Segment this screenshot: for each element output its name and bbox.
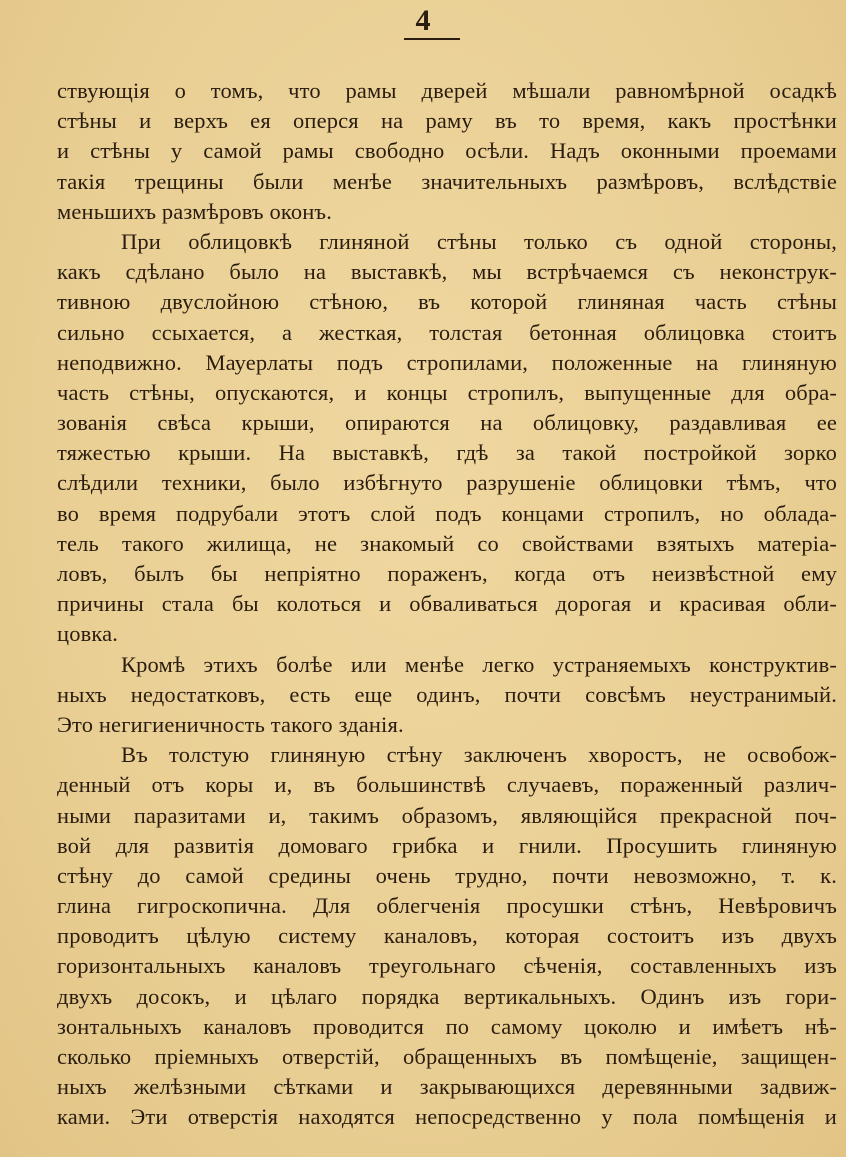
text-line: ными паразитами и, такимъ образомъ, являющійся прекрасной поч- — [57, 802, 837, 828]
text-line: зованія свѣса крыши, опираются на облицовку, раздавливая ее — [57, 410, 837, 436]
text-line: во время подрубали этотъ слой подъ концами стропилъ, но облада- — [57, 500, 837, 526]
text-line: неподвижно. Мауерлаты подъ стропилами, положенные на глиняную — [57, 349, 837, 375]
text-line: ныхъ желѣзными сѣтками и закрывающихся деревянными задвиж- — [57, 1074, 837, 1100]
body-text — [57, 76, 837, 1133]
page-number: 4 — [415, 4, 431, 37]
text-line: стѣну до самой средины очень трудно, почти невозможно, т. к. — [57, 862, 837, 888]
text-line: причины стала бы колоться и обваливаться дорогая и красивая обли- — [57, 591, 837, 617]
text-line: тель такого жилища, не знакомый со свойствами взятыхъ матеріа- — [57, 530, 837, 556]
text-line: слѣдили техники, было избѣгнуто разрушеніе облицовки тѣмъ, что — [57, 470, 837, 496]
text-line: двухъ досокъ, и цѣлаго порядка вертикальныхъ. Одинъ изъ гори- — [57, 983, 837, 1009]
text-line: цовка. — [57, 621, 119, 647]
text-line: тивною двуслойною стѣною, въ которой глиняная часть стѣны — [57, 289, 837, 315]
paragraph — [57, 227, 837, 650]
text-line: глина гигроскопична. Для облегченія просушки стѣнъ, Невѣровичъ — [57, 893, 837, 919]
text-line: ками. Эти отверстія находятся непосредственно у пола помѣщенія и — [57, 1104, 837, 1130]
text-line: сильно ссыхается, а жесткая, толстая бетонная облицовка стоитъ — [57, 319, 837, 345]
text-line: меньшихъ размѣровъ оконъ. — [57, 198, 332, 224]
text-line: Въ толстую глиняную стѣну заключенъ хворостъ, не освобож- — [121, 742, 837, 768]
text-line: такія трещины были менѣе значительныхъ размѣровъ, вслѣдствіе — [57, 168, 837, 194]
text-line: ловъ, былъ бы непріятно пораженъ, когда отъ неизвѣстной ему — [57, 561, 837, 586]
text-line: Это негигиеничность такого зданія. — [57, 711, 404, 737]
text-line: Кромѣ этихъ болѣе или менѣе легко устраняемыхъ конструктив- — [121, 651, 837, 677]
text-line: сколько пріемныхъ отверстій, обращенныхъ въ помѣщеніе, защищен- — [57, 1044, 837, 1069]
text-line: горизонтальныхъ каналовъ треугольнаго сѣченія, составленныхъ изъ — [57, 953, 837, 979]
paragraph — [57, 740, 837, 1132]
text-line: денный отъ коры и, въ большинствѣ случаевъ, пораженный различ- — [57, 772, 837, 798]
text-line: ныхъ недостатковъ, есть еще одинъ, почти совсѣмъ неустранимый. — [57, 681, 837, 707]
text-line: зонтальныхъ каналовъ проводится по самому цоколю и имѣетъ нѣ- — [57, 1013, 837, 1039]
text-line: и стѣны у самой рамы свободно осѣли. Надъ оконными проемами — [57, 138, 837, 164]
text-line: стѣны и верхъ ея оперся на раму въ то время, какъ простѣнки — [57, 108, 837, 134]
text-line: вой для развитія домоваго грибка и гнили. Просушить глиняную — [57, 832, 837, 858]
text-line: часть стѣны, опускаются, и концы стропилъ, выпущенные для обра- — [57, 379, 837, 405]
text-line: ствующія о томъ, что рамы дверей мѣшали равномѣрной осадкѣ — [57, 78, 837, 103]
text-line: При облицовкѣ глиняной стѣны только съ одной стороны, — [121, 228, 837, 254]
paragraph — [57, 76, 837, 227]
text-line: тяжестью крыши. На выставкѣ, гдѣ за такой постройкой зорко — [57, 440, 837, 466]
paragraph — [57, 650, 837, 741]
page-number-underline — [404, 38, 460, 40]
text-line: какъ сдѣлано было на выставкѣ, мы встрѣчаемся съ неконструк- — [57, 259, 837, 285]
text-line: проводитъ цѣлую систему каналовъ, которая состоитъ изъ двухъ — [57, 923, 837, 949]
